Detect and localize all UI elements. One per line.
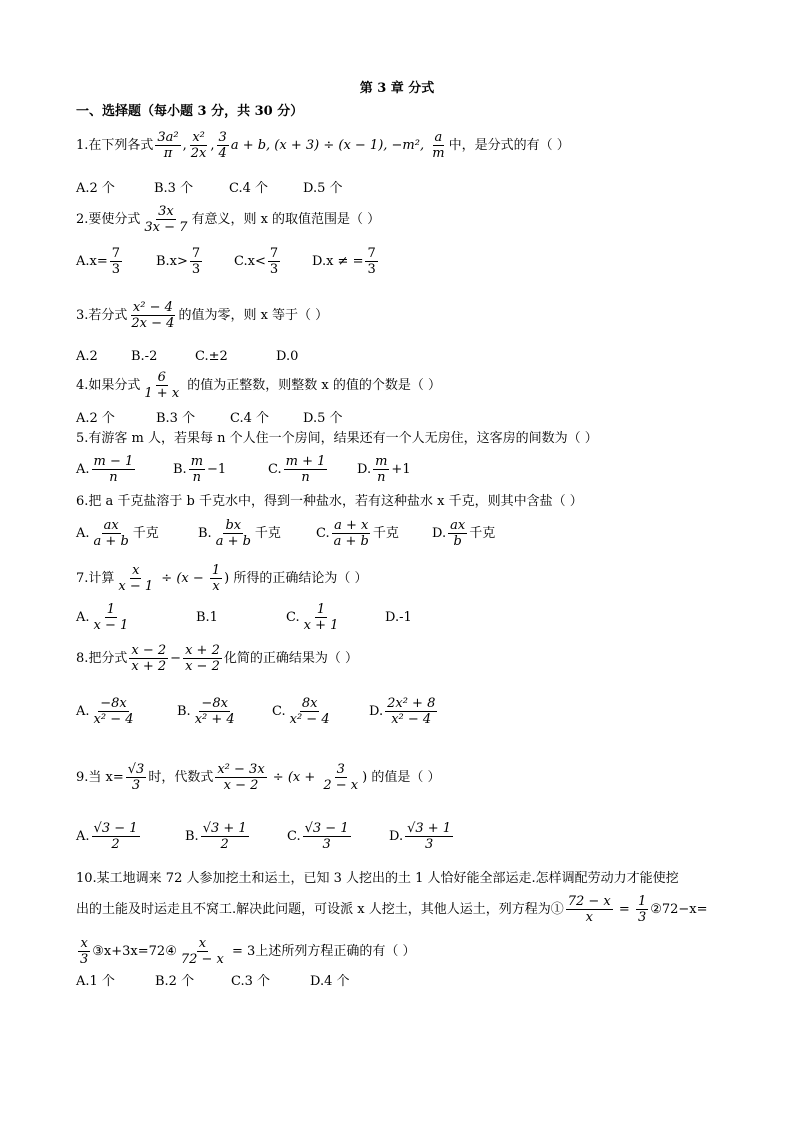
q2-option-c: C.x< $\frac{7}{3}$	[234, 246, 279, 277]
q9-option-c: C. $\frac{√3 - 1}{3}$	[287, 821, 349, 852]
q3-option-a: A.2	[76, 349, 98, 364]
question-10-line-2: 出的土能及时运走且不窝工.解决此问题，可设派 x 人挖土，其他人运土，列方程为① $\frac{72 - x}{x}$ = $\frac{1}{3}$ ②72−x=	[76, 894, 708, 925]
q7-option-d: D.-1	[385, 610, 412, 625]
q1-option-c: C.4 个	[229, 181, 269, 196]
expr-2: $\frac{\text{x²}}{2x}$	[190, 130, 207, 161]
q5-option-a: A. $\frac{m - 1}{n}$	[76, 454, 134, 485]
expr-1: $\frac{\text{3a²}}{\pi}$	[157, 130, 179, 161]
q4-option-b: B.3 个	[156, 411, 196, 426]
q5-option-b: B. $\frac{m}{n}$ −1	[173, 454, 227, 485]
q9-option-a: A. $\frac{√3 - 1}{2}$	[76, 821, 138, 852]
q3-option-d: D.0	[276, 349, 299, 364]
q4-option-c: C.4 个	[230, 411, 270, 426]
q6-option-c: C. $\frac{a + x}{a + b}$ 千克	[316, 518, 399, 549]
question-2: 2.要使分式 $\frac{3x}{3x - 7}$ 有意义，则 x 的取值范围是（ ）	[76, 204, 381, 235]
q2-fraction: $\frac{3x}{3x - 7}$	[144, 204, 188, 235]
q4-option-a: A.2 个	[76, 411, 115, 426]
question-6: 6.把 a 千克盐溶于 b 千克水中，得到一种盐水，若有这种盐水 x 千克，则其中含盐（ ）	[76, 494, 583, 509]
q6-option-a: A. $\frac{ax}{a + b}$ 千克	[76, 518, 159, 549]
q10-option-d: D.4 个	[310, 974, 350, 989]
q3-option-b: B.-2	[131, 349, 158, 364]
q3-fraction: $\frac{\text{x² − 4}}{2x - 4}$	[131, 300, 175, 331]
q5-option-c: C. $\frac{m + 1}{n}$	[268, 454, 326, 485]
q2-option-a: A.x= $\frac{7}{3}$	[76, 246, 121, 277]
q4-fraction: $\frac{6}{1 + x}$	[144, 370, 180, 401]
question-10-line-3: $\frac{x}{3}$ ③x+3x=72④ $\frac{x}{72 - x}$ = 3上述所列方程正确的有（ ）	[80, 936, 416, 967]
q1-option-b: B.3 个	[154, 181, 194, 196]
question-1: 1.在下列各式 $\frac{\text{3a²}}{\pi}$ , $\frac{\text{x²}}{2x}$ , $\frac{3}{4}$ a + b, (x + 3) ÷ (x − 1), −m², $\frac{a}{m}$ 中，是分式的有（ ）	[76, 130, 570, 161]
q6-option-b: B. $\frac{bx}{a + b}$ 千克	[198, 518, 281, 549]
expr-4: $\frac{a}{m}$	[432, 130, 445, 161]
q3-option-c: C.±2	[195, 349, 228, 364]
q10-option-a: A.1 个	[76, 974, 115, 989]
q2-option-b: B.x> $\frac{7}{3}$	[156, 246, 201, 277]
q9-option-d: D. $\frac{√3 + 1}{3}$	[389, 821, 452, 852]
question-9: 9.当 x= $\frac{√3}{3}$ 时，代数式 $\frac{\text{x² − 3x}}{x - 2}$ ÷ (x + $\frac{3}{2 - x}$ ) 的值是（ ）	[76, 762, 441, 793]
q7-option-c: C. $\frac{1}{x + 1}$	[286, 602, 339, 633]
page-title: 第 3 章 分式	[359, 81, 435, 96]
question-5: 5.有游客 m 人，若果每 n 个人住一个房间，结果还有一个人无房住，这客房的间数为（ ）	[76, 431, 598, 446]
q8-option-b: B. $\frac{-8x}{\text{x² + 4}}$	[177, 696, 235, 727]
q5-option-d: D. $\frac{m}{n}$ +1	[357, 454, 411, 485]
question-8: 8.把分式 $\frac{x - 2}{x + 2}$ − $\frac{x + 2}{x - 2}$ 化简的正确结果为（ ）	[76, 643, 358, 674]
section-heading: 一、选择题（每小题 3 分，共 30 分）	[76, 104, 304, 119]
question-10-line-1: 10.某工地调来 72 人参加挖土和运土，已知 3 人挖出的土 1 人恰好能全部运走.怎样调配劳动力才能使挖	[76, 871, 679, 886]
q8-option-c: C. $\frac{8x}{\text{x² − 4}}$	[272, 696, 330, 727]
q8-option-a: A. $\frac{-8x}{\text{x² − 4}}$	[76, 696, 134, 727]
q8-option-d: D. $\frac{\text{2x² + 8}}{\text{x² − 4}}$	[369, 696, 436, 727]
question-7: 7.计算 $\frac{x}{x - 1}$ ÷ (x − $\frac{1}{x}$ ) 所得的正确结论为（ ）	[76, 563, 368, 594]
expr-3: $\frac{3}{4}$	[218, 130, 227, 161]
question-4: 4.如果分式 $\frac{6}{1 + x}$ 的值为正整数，则整数 x 的值的个数是（ ）	[76, 370, 442, 401]
q6-option-d: D. $\frac{ax}{b}$ 千克	[432, 518, 496, 549]
question-3: 3.若分式 $\frac{\text{x² − 4}}{2x - 4}$ 的值为零，则 x 等于（ ）	[76, 300, 329, 331]
q1-option-a: A.2 个	[76, 181, 115, 196]
q7-option-a: A. $\frac{1}{x - 1}$	[76, 602, 129, 633]
q7-option-b: B.1	[196, 610, 218, 625]
q4-option-d: D.5 个	[303, 411, 343, 426]
q10-option-b: B.2 个	[155, 974, 195, 989]
q1-option-d: D.5 个	[303, 181, 343, 196]
q9-option-b: B. $\frac{√3 + 1}{2}$	[185, 821, 247, 852]
q10-option-c: C.3 个	[231, 974, 271, 989]
q2-option-d: D.x ≠ = $\frac{7}{3}$	[312, 246, 376, 277]
